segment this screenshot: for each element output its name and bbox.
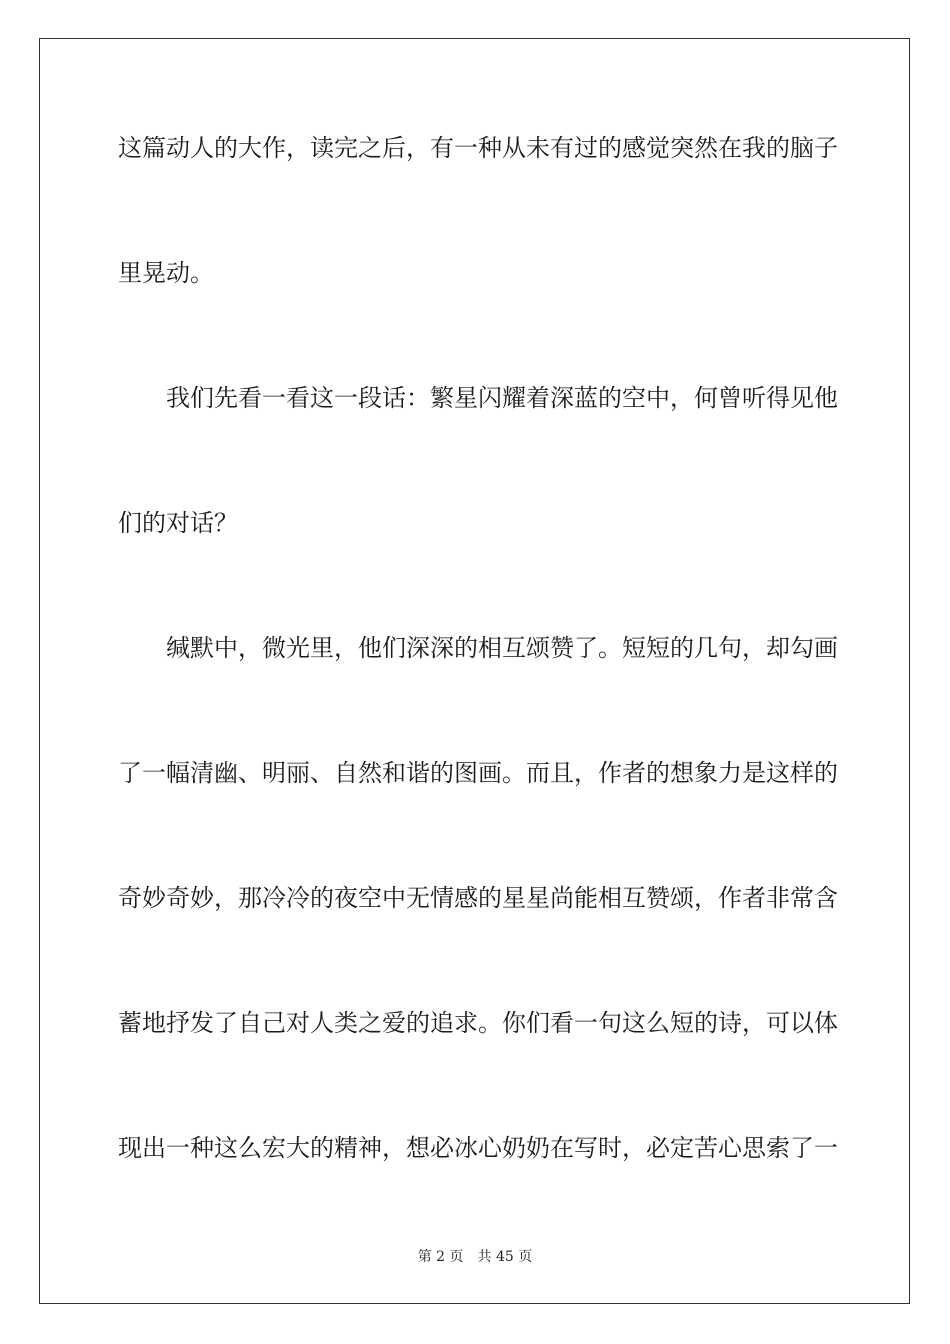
text-line-7: 奇妙奇妙，那冷冷的夜空中无情感的星星尚能相互赞颂，作者非常含 xyxy=(118,884,838,912)
page-number: 第 2 页 xyxy=(417,1249,464,1265)
text-line-2: 里晃动。 xyxy=(118,259,214,287)
total-pages: 共 45 页 xyxy=(477,1249,533,1265)
page-footer xyxy=(0,1248,950,1266)
text-line-5: 缄默中，微光里，他们深深的相互颂赞了。短短的几句，却勾画 xyxy=(166,634,838,662)
text-line-4: 们的对话？ xyxy=(118,509,238,537)
text-line-1: 这篇动人的大作，读完之后，有一种从未有过的感觉突然在我的脑子 xyxy=(118,134,838,162)
text-line-6: 了一幅清幽、明丽、自然和谐的图画。而且，作者的想象力是这样的 xyxy=(118,759,838,787)
text-line-8: 蓄地抒发了自己对人类之爱的追求。你们看一句这么短的诗，可以体 xyxy=(118,1009,838,1037)
text-line-9: 现出一种这么宏大的精神，想必冰心奶奶在写时，必定苦心思索了一 xyxy=(118,1134,838,1162)
text-line-3: 我们先看一看这一段话：繁星闪耀着深蓝的空中，何曾听得见他 xyxy=(166,384,838,412)
page-border xyxy=(39,38,910,1304)
